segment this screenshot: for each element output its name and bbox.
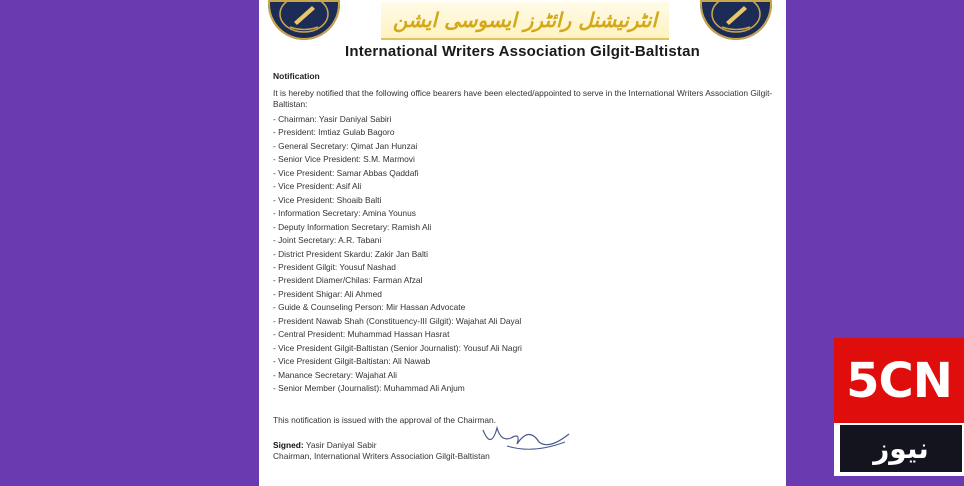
list-item: - Vice President: Asif Ali bbox=[273, 181, 362, 192]
signed-line bbox=[273, 440, 377, 450]
badge-top-text: 5CN bbox=[834, 338, 964, 423]
list-item: - Vice President: Shoaib Balti bbox=[273, 194, 382, 205]
list-item: - President Shigar: Ali Ahmed bbox=[273, 288, 382, 299]
list-item: - Manance Secretary: Wajahat Ali bbox=[273, 369, 397, 380]
handwritten-signature bbox=[477, 420, 577, 454]
list-item: - General Secretary: Qimat Jan Hunzai bbox=[273, 140, 418, 151]
list-item: - President: Imtiaz Gulab Bagoro bbox=[273, 127, 395, 138]
list-item: - Senior Vice President: S.M. Marmovi bbox=[273, 154, 415, 165]
5cn-news-badge bbox=[834, 338, 964, 476]
english-title: International Writers Association Gilgit-Baltistan bbox=[344, 43, 701, 60]
notification-intro: It is hereby notified that the following office bearers have been elected/appointed to serve in the International Writers Association Gilgit-Baltistan: bbox=[273, 88, 773, 109]
list-item: - Senior Member (Journalist): Muhammad Ali Anjum bbox=[273, 383, 465, 394]
signer-title: Chairman, International Writers Association Gilgit-Baltistan bbox=[273, 451, 490, 461]
pen-emblem-icon bbox=[268, 0, 340, 40]
approval-note: This notification is issued with the approval of the Chairman. bbox=[273, 415, 496, 425]
list-item: - Vice President: Samar Abbas Qaddafi bbox=[273, 167, 419, 178]
signed-label: Signed: bbox=[273, 440, 304, 450]
badge-bottom-text: نیوز bbox=[840, 425, 962, 472]
list-item: - District President Skardu: Zakir Jan Balti bbox=[273, 248, 428, 259]
association-logo-right bbox=[700, 0, 772, 40]
list-item: - Deputy Information Secretary: Ramish Ali bbox=[273, 221, 432, 232]
office-bearers-list bbox=[273, 113, 522, 396]
notification-label: Notification bbox=[273, 71, 320, 81]
list-item: - Chairman: Yasir Daniyal Sabiri bbox=[273, 114, 392, 124]
list-item: - Vice President Gilgit-Baltistan (Senior Journalist): Yousuf Ali Nagri bbox=[273, 342, 522, 353]
notification-document bbox=[259, 0, 786, 486]
signer-name: Yasir Daniyal Sabir bbox=[305, 440, 377, 450]
list-item: - Joint Secretary: A.R. Tabani bbox=[273, 235, 382, 246]
list-item: - Vice President Gilgit-Baltistan: Ali Nawab bbox=[273, 356, 431, 367]
list-item: - President Gilgit: Yousuf Nashad bbox=[273, 261, 396, 272]
list-item: - President Nawab Shah (Constituency-III Gilgit): Wajahat Ali Dayal bbox=[273, 315, 522, 326]
pen-emblem-icon bbox=[700, 0, 772, 40]
list-item: - Central President: Muhammad Hassan Hasrat bbox=[273, 329, 450, 340]
list-item: - Guide & Counseling Person: Mir Hassan Advocate bbox=[273, 302, 466, 313]
association-logo-left bbox=[268, 0, 340, 40]
list-item: - Information Secretary: Amina Younus bbox=[273, 208, 416, 219]
urdu-title: انٹرنیشنل رائٹرز ایسوسی ایشن bbox=[381, 2, 669, 40]
list-item: - President Diamer/Chilas: Farman Afzal bbox=[273, 275, 423, 286]
